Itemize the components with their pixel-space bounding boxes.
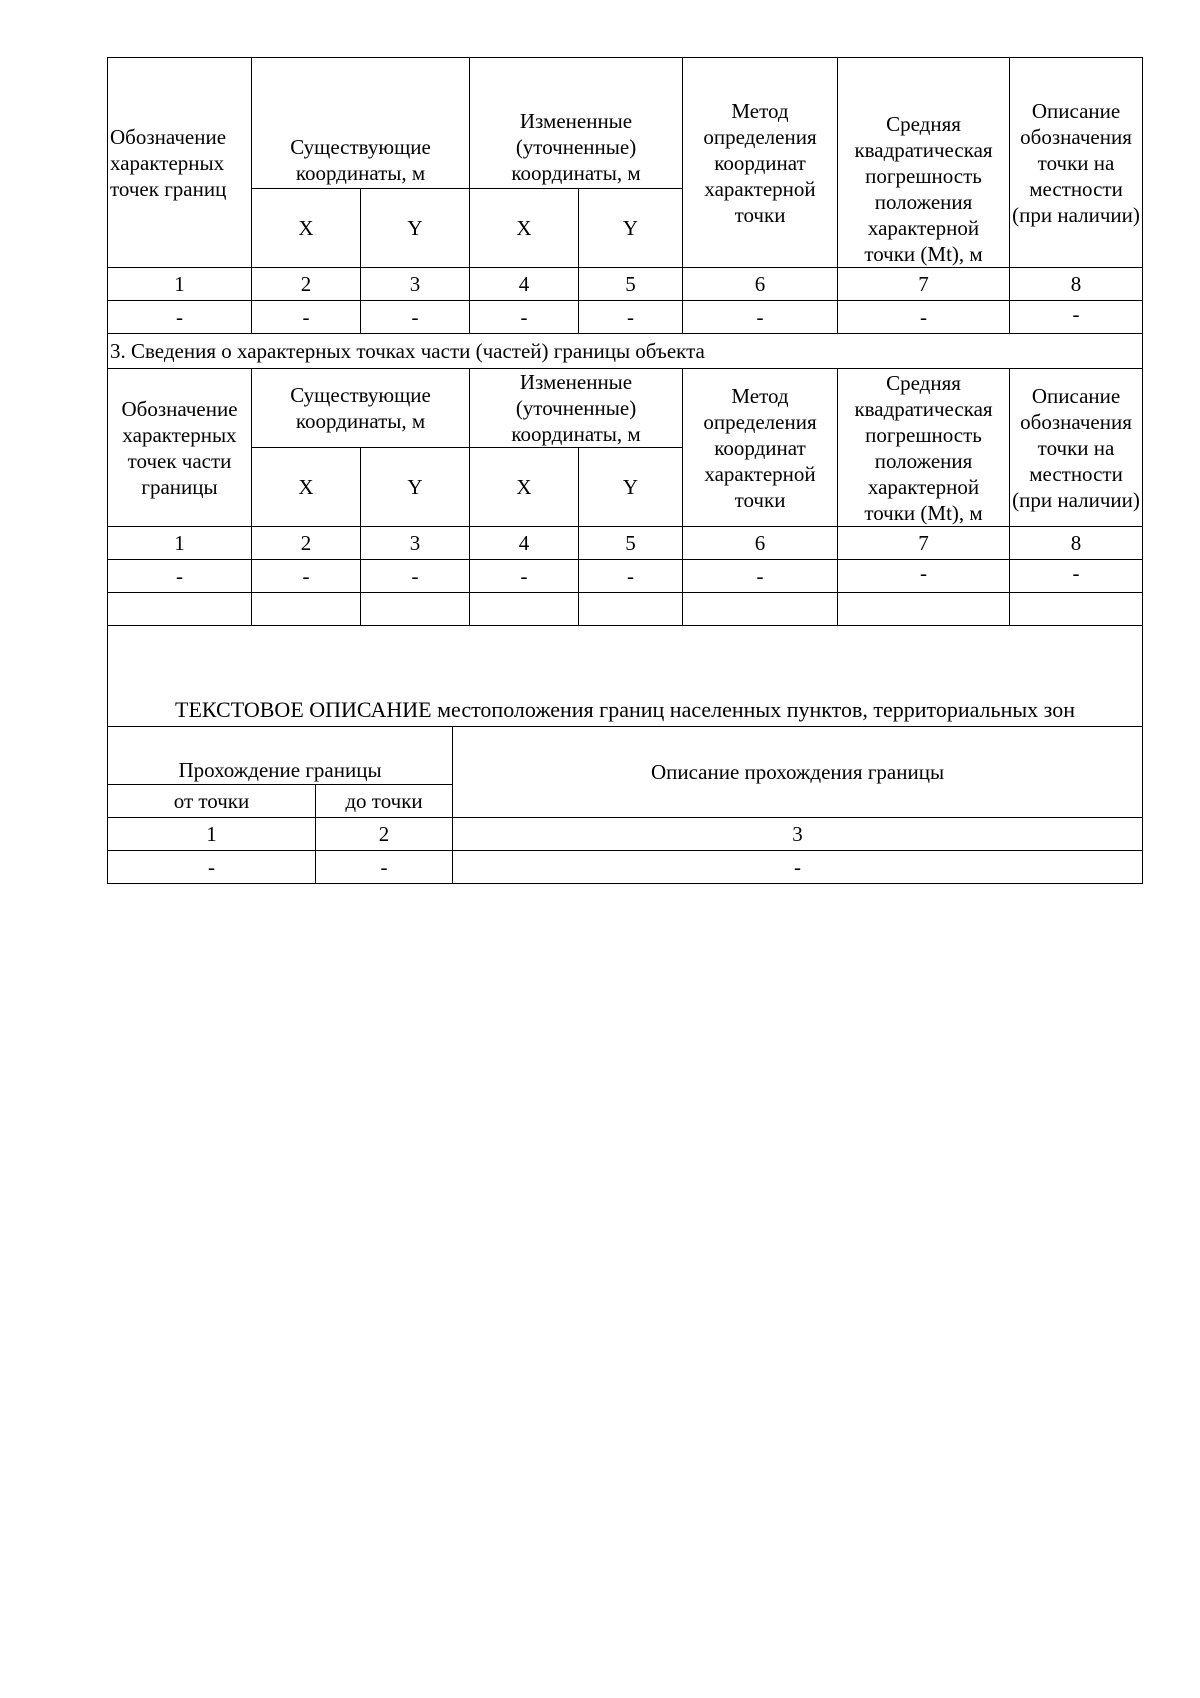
header-existing-y-2: Y: [361, 448, 470, 527]
column-numbers-row-2: [108, 527, 1143, 560]
column-number: 1: [108, 818, 316, 851]
table-cell: -: [579, 301, 683, 334]
table-cell: -: [579, 560, 683, 593]
table-cell: -: [108, 851, 316, 884]
table-cell: -: [683, 560, 838, 593]
table-cell: -: [470, 301, 579, 334]
header-existing-y: Y: [361, 189, 470, 268]
column-number: 3: [361, 527, 470, 560]
table-cell: -: [316, 851, 453, 884]
table-cell: [252, 593, 361, 626]
header-to-point: до точки: [316, 785, 453, 818]
column-number: 1: [108, 268, 252, 301]
column-numbers-row: [108, 268, 1143, 301]
table-row: [108, 301, 1143, 334]
boundary-points-table: [107, 57, 1143, 727]
table-cell: -: [108, 301, 252, 334]
column-number: 2: [316, 818, 453, 851]
section-3-title: 3. Сведения о характерных точках части (частей) границы объекта: [108, 334, 1143, 369]
table-cell: [579, 593, 683, 626]
text-description-title: ТЕКСТОВОЕ ОПИСАНИЕ местоположения границ населенных пунктов, территориальных зон: [108, 698, 1143, 727]
table-cell: [470, 593, 579, 626]
header-method: Метод определения координат характерной точки: [683, 58, 838, 268]
header-point-designation: Обозначение характерных точек границ: [108, 58, 252, 268]
column-number: 1: [108, 527, 252, 560]
header-passage-description: Описание прохождения границы: [453, 727, 1143, 818]
column-number: 4: [470, 527, 579, 560]
table-row-empty: [108, 593, 1143, 626]
column-number: 5: [579, 527, 683, 560]
column-number: 8: [1010, 527, 1143, 560]
header-changed-y: Y: [579, 189, 683, 268]
column-number: 8: [1010, 268, 1143, 301]
header-mean-error: Средняя квадратическая погрешность положения характерной точки (Mt), м: [838, 58, 1010, 268]
column-number: 7: [838, 268, 1010, 301]
table-cell: [1010, 593, 1143, 626]
header-changed-coordinates-2: Измененные (уточненные) координаты, м: [470, 369, 683, 448]
table-cell: -: [108, 560, 252, 593]
header-changed-coordinates: Измененные (уточненные) координаты, м: [470, 58, 683, 189]
table-cell: [838, 593, 1010, 626]
header-changed-x: X: [470, 189, 579, 268]
header-point-description: Описание обозначения точки на местности (при наличии): [1010, 58, 1143, 268]
table-cell: -: [252, 560, 361, 593]
header-changed-y-2: Y: [579, 448, 683, 527]
header-part-point-designation: Обозначение характерных точек части границы: [108, 369, 252, 527]
column-number: 6: [683, 527, 838, 560]
table-cell: -: [838, 560, 1010, 593]
column-number: 2: [252, 268, 361, 301]
table-row: [108, 560, 1143, 593]
table-cell: [683, 593, 838, 626]
column-number: 2: [252, 527, 361, 560]
table-cell: -: [361, 560, 470, 593]
header-existing-x-2: X: [252, 448, 361, 527]
table-cell: -: [1010, 301, 1143, 334]
column-number: 3: [361, 268, 470, 301]
table-cell: -: [683, 301, 838, 334]
header-changed-x-2: X: [470, 448, 579, 527]
header-point-description-2: Описание обозначения точки на местности (при наличии): [1010, 369, 1143, 527]
table-cell: -: [1010, 560, 1143, 593]
text-description-table: [107, 726, 1143, 884]
column-numbers-row-3: [108, 818, 1143, 851]
table-cell: -: [361, 301, 470, 334]
header-existing-coordinates: Существующие координаты, м: [252, 58, 470, 189]
header-existing-coordinates-2: Существующие координаты, м: [252, 369, 470, 448]
table-cell: -: [252, 301, 361, 334]
table-cell: -: [453, 851, 1143, 884]
column-number: 6: [683, 268, 838, 301]
header-existing-x: X: [252, 189, 361, 268]
table-row: [108, 851, 1143, 884]
spacer: [108, 626, 1143, 699]
document-sheet: [107, 57, 1142, 884]
column-number: 3: [453, 818, 1143, 851]
table-cell: [361, 593, 470, 626]
table-cell: -: [470, 560, 579, 593]
column-number: 4: [470, 268, 579, 301]
column-number: 7: [838, 527, 1010, 560]
header-mean-error-2: Средняя квадратическая погрешность положения характерной точки (Mt), м: [838, 369, 1010, 527]
header-from-point: от точки: [108, 785, 316, 818]
header-boundary-passage: Прохождение границы: [108, 727, 453, 785]
column-number: 5: [579, 268, 683, 301]
table-cell: -: [838, 301, 1010, 334]
table-cell: [108, 593, 252, 626]
header-method-2: Метод определения координат характерной точки: [683, 369, 838, 527]
